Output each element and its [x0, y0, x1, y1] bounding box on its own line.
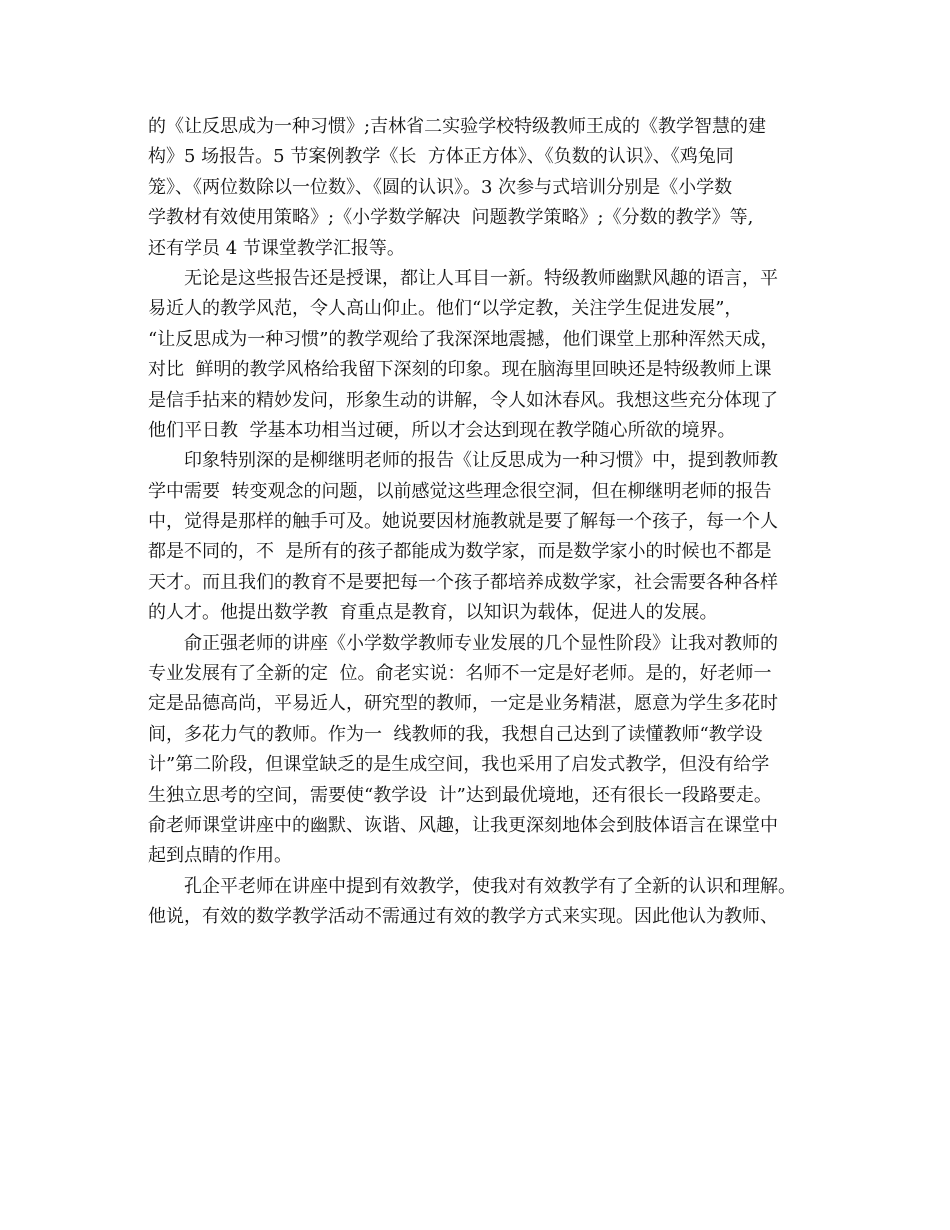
text-line: 起到点睛的作用。 — [148, 845, 292, 867]
text-line: 的人才。他提出数学教 育重点是教育，以知识为载体，促进人的发展。 — [148, 602, 718, 624]
body-text — [148, 112, 818, 933]
text-line: 定是品德高尚，平易近人，研究型的教师，一定是业务精湛，愿意为学生多花时 — [148, 693, 778, 715]
text-line: 学中需要 转变观念的问题，以前感觉这些理念很空洞，但在柳继明老师的报告 — [148, 480, 772, 502]
text-line: 构》5 场报告。5 节案例教学《长 方体正方体》、《负数的认识》、《鸡兔同 — [148, 146, 734, 168]
text-line: 孔企平老师在讲座中提到有效教学，使我对有效教学有了全新的认识和理解。 — [184, 875, 796, 897]
text-line: 无论是这些报告还是授课，都让人耳目一新。特级教师幽默风趣的语言，平 — [184, 267, 778, 289]
text-line: 都是不同的，不 是所有的孩子都能成为数学家，而是数学家小的时候也不都是 — [148, 541, 772, 563]
text-line: 天才。而且我们的教育不是要把每一个孩子都培养成数学家，社会需要各种各样 — [148, 571, 778, 593]
text-line: 中，觉得是那样的触手可及。她说要因材施教就是要了解每一个孩子，每一个人 — [148, 511, 778, 533]
text-line: 还有学员 4 节课堂教学汇报等。 — [148, 237, 405, 259]
text-line: “让反思成为一种习惯”的教学观给了我深深地震撼，他们课堂上那种浑然天成， — [148, 328, 779, 350]
text-line: 他们平日教 学基本功相当过硬，所以才会达到现在教学随心所欲的境界。 — [148, 419, 736, 441]
text-line: 专业发展有了全新的定 位。俞老实说：名师不一定是好老师。是的，好老师一 — [148, 663, 772, 685]
text-line: 笼》、《两位数除以一位数》、《圆的认识》。3 次参与式培训分别是《小学数 — [148, 176, 733, 198]
text-line: 他说，有效的数学教学活动不需通过有效的教学方式来实现。因此他认为教师、 — [148, 906, 778, 928]
text-line: 学教材有效使用策略》;《小学数学解决 问题教学策略》;《分数的教学》等, — [148, 207, 754, 229]
text-line: 俞老师课堂讲座中的幽默、诙谐、风趣，让我更深刻地体会到肢体语言在课堂中 — [148, 814, 778, 836]
text-line: 对比 鲜明的教学风格给我留下深刻的印象。现在脑海里回映还是特级教师上课 — [148, 359, 772, 381]
text-line: 间，多花力气的教师。作为一 线教师的我，我想自己达到了读懂教师“教学设 — [148, 723, 763, 745]
text-line: 印象特别深的是柳继明老师的报告《让反思成为一种习惯》中，提到教师教 — [184, 450, 778, 472]
text-line: 俞正强老师的讲座《小学数学教师专业发展的几个显性阶段》让我对教师的 — [184, 632, 778, 654]
text-line: 的《让反思成为一种习惯》;吉林省二实验学校特级教师王成的《教学智慧的建 — [148, 116, 767, 137]
text-line: 计”第二阶段，但课堂缺乏的是生成空间，我也采用了启发式教学，但没有给学 — [148, 754, 770, 776]
text-line: 是信手拈来的精妙发问，形象生动的讲解，令人如沐春风。我想这些充分体现了 — [148, 389, 778, 411]
text-line: 易近人的教学风范，令人高山仰止。他们“以学定教，关注学生促进发展”， — [148, 298, 743, 320]
text-line: 生独立思考的空间，需要使“教学设 计”达到最优境地，还有很长一段路要走。 — [148, 784, 772, 806]
